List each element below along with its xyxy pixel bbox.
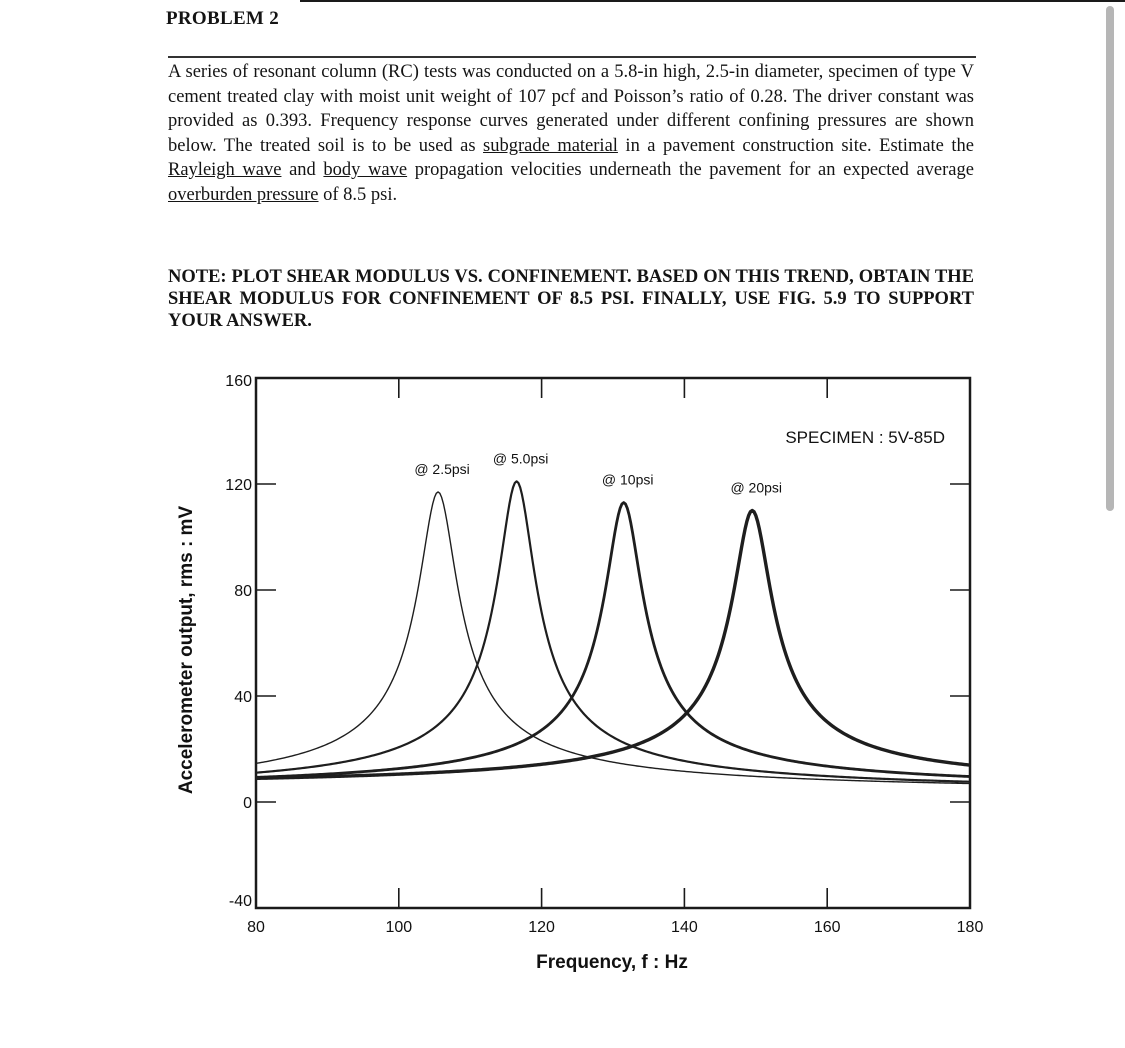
statement-text-5: of 8.5 psi. bbox=[318, 184, 398, 205]
x-tick-label: 140 bbox=[671, 919, 698, 936]
term-rayleigh-wave: Rayleigh wave bbox=[168, 160, 282, 181]
term-subgrade-material: subgrade material bbox=[483, 135, 618, 156]
problem-statement bbox=[168, 60, 974, 208]
y-tick-label: 160 bbox=[225, 373, 252, 390]
x-tick-label: 80 bbox=[247, 919, 265, 936]
series-label: @ 10psi bbox=[601, 471, 654, 488]
x-tick-label: 120 bbox=[528, 919, 555, 936]
term-body-wave: body wave bbox=[323, 160, 408, 181]
series-label: @ 2.5psi bbox=[414, 460, 470, 477]
x-axis-label: Frequency, f : Hz bbox=[536, 952, 688, 973]
frequency-response-chart bbox=[0, 360, 1125, 1000]
y-tick-label: 40 bbox=[234, 689, 252, 706]
note-text: NOTE: PLOT SHEAR MODULUS VS. CONFINEMENT. BASED ON THIS TREND, OBTAIN THE SHEAR MODULUS FOR CONFINEMENT OF 8.5 PSI. FINALLY, USE FIG. 5.9 TO SUPPORT YOUR ANSWER. bbox=[168, 267, 974, 331]
response-curve bbox=[256, 481, 970, 781]
chart-title: SPECIMEN : 5V-85D bbox=[785, 428, 945, 447]
x-tick-label: 160 bbox=[813, 919, 841, 936]
series-labels bbox=[414, 450, 782, 495]
term-overburden-pressure: overburden pressure bbox=[168, 184, 319, 205]
x-tick-label: 180 bbox=[956, 919, 984, 936]
y-tick-label: -40 bbox=[228, 893, 252, 910]
x-tick-label: 100 bbox=[385, 919, 413, 936]
y-tick-label: 80 bbox=[234, 583, 252, 600]
axis-ticks bbox=[256, 378, 970, 908]
statement-text-1: A series of resonant column (RC) tests was conducted on a 5.8-in high, 2.5-in diameter, specimen of type V cement treated clay with moist unit weight of 107 pcf and Poisson’s ratio of 0.28. The driver constant was provided as 0.393. Frequency response curves generated under different confining pressures are shown below. The treated soil is to be used as bbox=[168, 62, 974, 156]
paragraph-rule bbox=[168, 56, 976, 58]
statement-text-2: in a pavement construction site. Estimate the bbox=[617, 135, 974, 156]
response-curves bbox=[256, 481, 970, 783]
statement-text-3: and bbox=[281, 160, 324, 181]
y-tick-label: 120 bbox=[225, 477, 252, 494]
y-tick-label: 0 bbox=[243, 795, 252, 812]
series-label: @ 5.0psi bbox=[492, 450, 549, 467]
series-label: @ 20psi bbox=[730, 479, 783, 496]
plot-frame bbox=[256, 378, 970, 908]
top-rule bbox=[300, 0, 1125, 2]
y-axis-label: Accelerometer output, rms : mV bbox=[176, 505, 197, 795]
tick-labels bbox=[225, 373, 983, 936]
problem-heading: PROBLEM 2 bbox=[166, 8, 280, 29]
statement-text-4: propagation velocities underneath the pavement for an expected average bbox=[407, 160, 974, 181]
